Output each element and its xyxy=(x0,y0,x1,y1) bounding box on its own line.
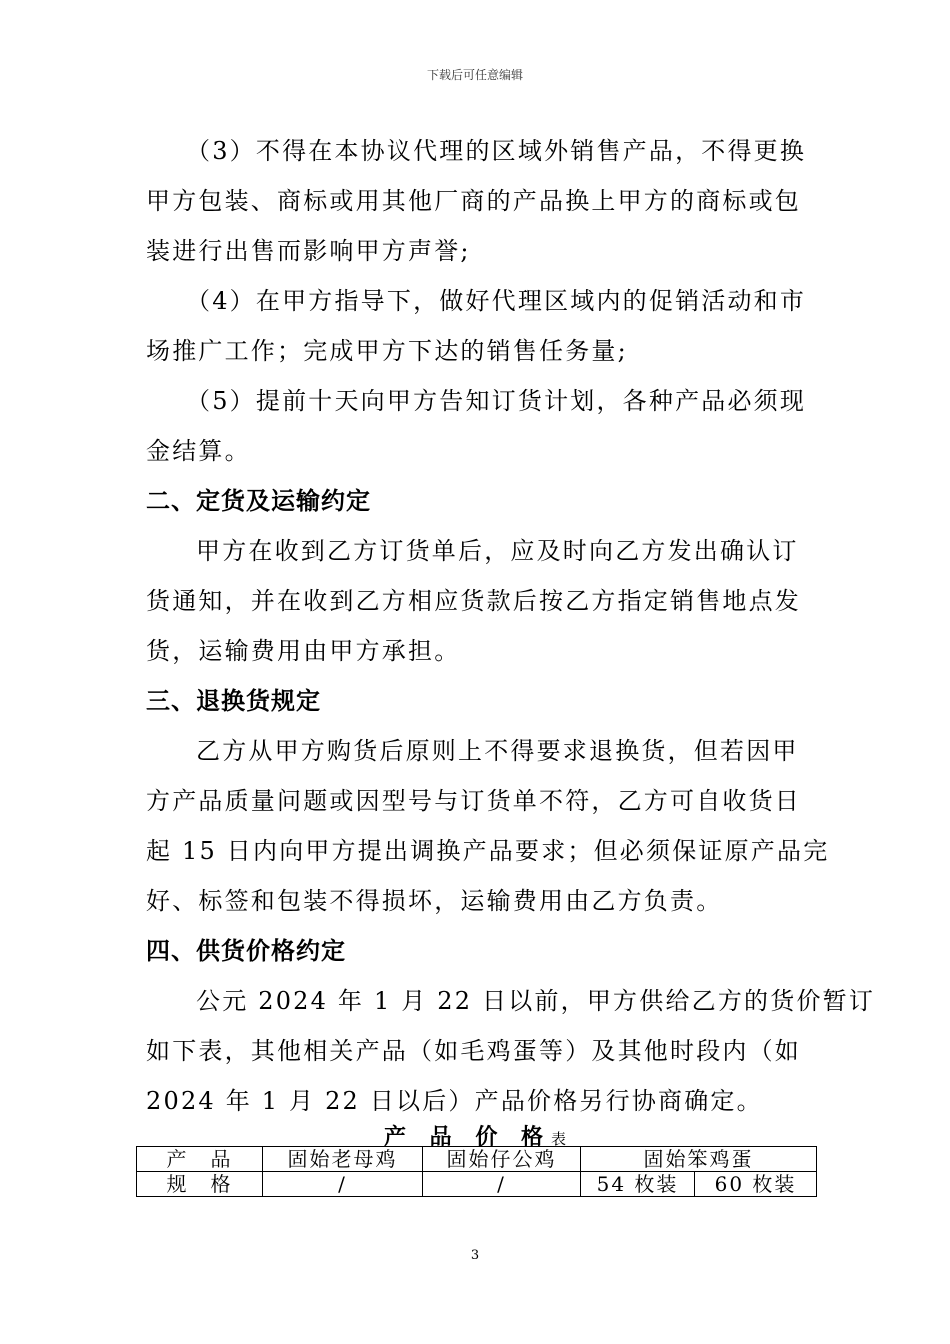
paragraph-line: 方产品质量问题或因型号与订货单不符，乙方可自收货日 xyxy=(146,787,801,815)
table-cell: 固始仔公鸡 xyxy=(423,1147,581,1172)
paragraph-line: 乙方从甲方购货后原则上不得要求退换货，但若因甲 xyxy=(196,737,799,765)
table-cell: 固始老母鸡 xyxy=(263,1147,423,1172)
page-number: 3 xyxy=(470,1248,480,1263)
paragraph-line: 起 15 日内向甲方提出调换产品要求；但必须保证原产品完 xyxy=(146,837,830,865)
paragraph-line: 如下表，其他相关产品（如毛鸡蛋等）及其他时段内（如 xyxy=(146,1037,801,1065)
table-cell: 60 枚装 xyxy=(695,1172,817,1197)
table-row xyxy=(137,1147,817,1172)
paragraph-line: 金结算。 xyxy=(146,437,251,465)
paragraph-line: 公元 2024 年 1 月 22 日以前，甲方供给乙方的货价暂订 xyxy=(196,987,876,1015)
header-note: 下载后可任意编辑 xyxy=(426,68,523,82)
paragraph-line: 好、标签和包装不得损坏，运输费用由乙方负责。 xyxy=(146,887,723,915)
paragraph-line: （5）提前十天向甲方告知订货计划，各种产品必须现 xyxy=(186,387,807,415)
table-cell: / xyxy=(423,1172,581,1197)
table-cell: 固始笨鸡蛋 xyxy=(581,1147,817,1172)
paragraph-line: （3）不得在本协议代理的区域外销售产品，不得更换 xyxy=(186,137,807,165)
price-table xyxy=(136,1146,817,1197)
table-title-main: 产 品 价 格 xyxy=(384,1125,551,1150)
paragraph-line: 货，运输费用由甲方承担。 xyxy=(146,637,461,665)
table-title-suffix: 表 xyxy=(550,1130,566,1148)
table-cell: 54 枚装 xyxy=(581,1172,695,1197)
table-row xyxy=(137,1172,817,1197)
paragraph-line: （4）在甲方指导下，做好代理区域内的促销活动和市 xyxy=(186,287,807,315)
paragraph-line: 甲方包装、商标或用其他厂商的产品换上甲方的商标或包 xyxy=(146,187,801,215)
paragraph-line: 甲方在收到乙方订货单后，应及时向乙方发出确认订 xyxy=(196,537,799,565)
table-cell: 产 品 xyxy=(137,1147,263,1172)
paragraph-line: 货通知，并在收到乙方相应货款后按乙方指定销售地点发 xyxy=(146,587,801,615)
table-cell: 规 格 xyxy=(137,1172,263,1197)
section-heading: 三、退换货规定 xyxy=(146,687,321,715)
section-heading: 二、定货及运输约定 xyxy=(146,487,371,515)
paragraph-line: 场推广工作；完成甲方下达的销售任务量; xyxy=(146,337,628,365)
paragraph-line: 2024 年 1 月 22 日以后）产品价格另行协商确定。 xyxy=(146,1087,763,1115)
paragraph-line: 装进行出售而影响甲方声誉; xyxy=(146,237,471,265)
section-heading: 四、供货价格约定 xyxy=(146,937,346,965)
table-cell: / xyxy=(263,1172,423,1197)
